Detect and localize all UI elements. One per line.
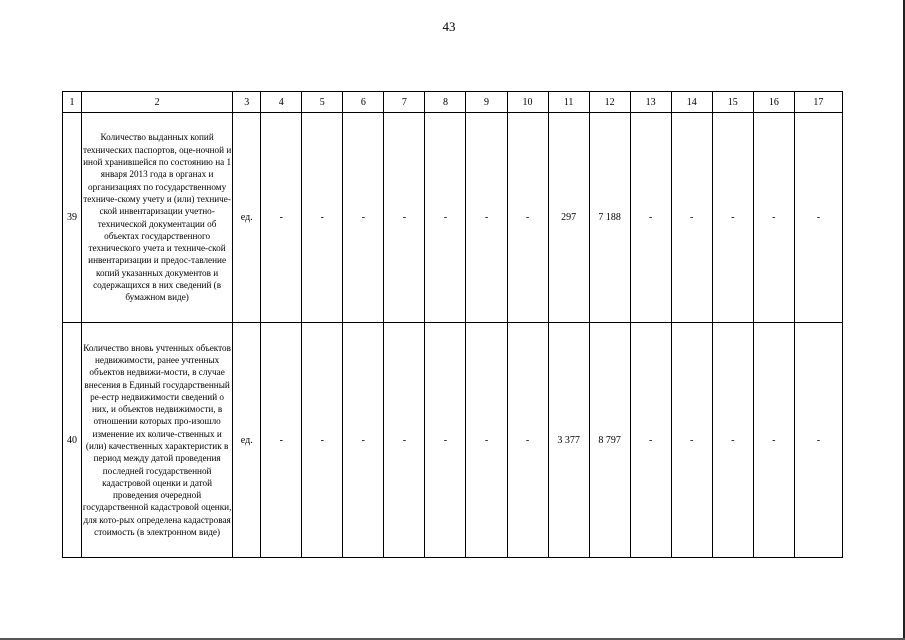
- row-unit: ед.: [233, 113, 261, 323]
- table-row: [63, 113, 843, 323]
- table-cell: -: [507, 113, 548, 323]
- table-cell: -: [466, 323, 507, 558]
- column-header: 4: [261, 92, 302, 113]
- table-cell: -: [343, 323, 384, 558]
- table-cell: -: [261, 113, 302, 323]
- table-row: [63, 323, 843, 558]
- table-header-row: [63, 92, 843, 113]
- table-cell: -: [630, 323, 671, 558]
- column-header: 16: [753, 92, 794, 113]
- table-cell: -: [425, 113, 466, 323]
- column-header: 15: [712, 92, 753, 113]
- table-cell: -: [794, 323, 842, 558]
- table-cell: -: [507, 323, 548, 558]
- column-header: 13: [630, 92, 671, 113]
- row-description: Количество вновь учтенных объектов недвижимости, ранее учтенных объектов недвижи-мости, в случае внесения в Единый государственный ре-естр недвижимости сведений о них, и объектов недвижимости, в отношении которых про-изошло изменение их количе-ственных и (или) качественных характеристик в период между датой проведения последней государственной кадастровой оценки и датой проведения очередной государственной кадастровой оценки, для кото-рых определена кадастровая стоимость (в электронном виде): [82, 323, 233, 558]
- table-cell: -: [302, 323, 343, 558]
- column-header: 14: [671, 92, 712, 113]
- table-cell: -: [671, 113, 712, 323]
- table-cell: -: [753, 323, 794, 558]
- table-cell: -: [794, 113, 842, 323]
- row-description: Количество выданных копий технических паспортов, оце-ночной и иной хранившейся по состоянию на 1 января 2013 года в органах и организациях по государственному техниче-скому учету и (или) техниче-ской инвентаризации учетно-технической документации об объектах государственного технического учета и техниче-ской инвентаризации и предос-тавление копий указанных документов и содержащихся в них сведений (в бумажном виде): [82, 113, 233, 323]
- table-cell: -: [466, 113, 507, 323]
- table-cell: -: [712, 113, 753, 323]
- column-header: 10: [507, 92, 548, 113]
- table-cell: 3 377: [548, 323, 589, 558]
- column-header: 3: [233, 92, 261, 113]
- row-number: 39: [63, 113, 82, 323]
- table-cell: -: [753, 113, 794, 323]
- column-header: 8: [425, 92, 466, 113]
- table-cell: -: [425, 323, 466, 558]
- data-table: [62, 91, 843, 558]
- column-header: 6: [343, 92, 384, 113]
- column-header: 12: [589, 92, 630, 113]
- table-cell: -: [302, 113, 343, 323]
- column-header: 7: [384, 92, 425, 113]
- table-cell: 8 797: [589, 323, 630, 558]
- table-cell: -: [630, 113, 671, 323]
- row-number: 40: [63, 323, 82, 558]
- table-cell: -: [671, 323, 712, 558]
- table-cell: 7 188: [589, 113, 630, 323]
- table-cell: -: [712, 323, 753, 558]
- table-cell: -: [384, 113, 425, 323]
- column-header: 2: [82, 92, 233, 113]
- column-header: 9: [466, 92, 507, 113]
- table-cell: -: [343, 113, 384, 323]
- column-header: 1: [63, 92, 82, 113]
- column-header: 5: [302, 92, 343, 113]
- column-header: 11: [548, 92, 589, 113]
- column-header: 17: [794, 92, 842, 113]
- table-cell: -: [261, 323, 302, 558]
- table-cell: 297: [548, 113, 589, 323]
- row-unit: ед.: [233, 323, 261, 558]
- page-number: 43: [442, 19, 456, 34]
- table-cell: -: [384, 323, 425, 558]
